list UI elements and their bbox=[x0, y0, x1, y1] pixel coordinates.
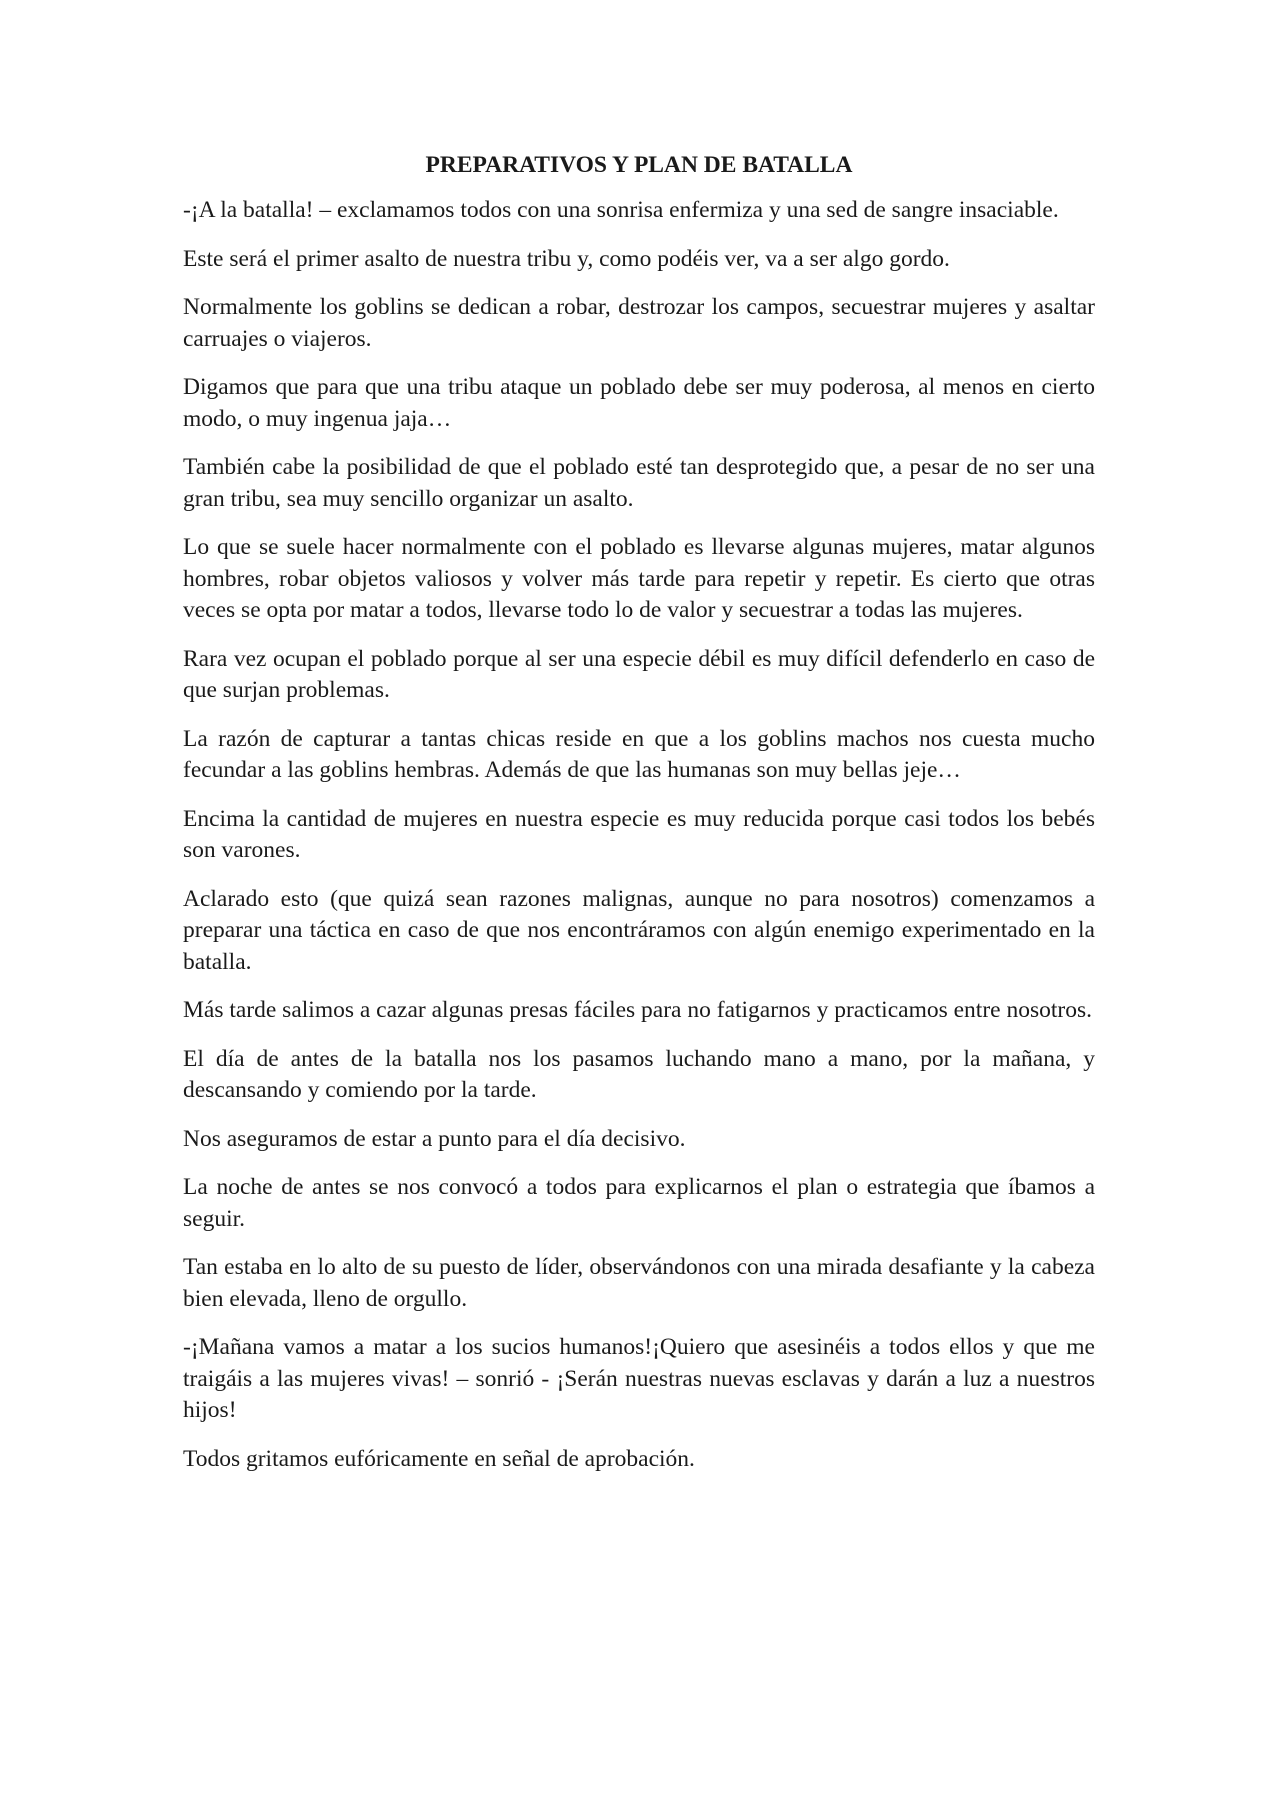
paragraph-7: Rara vez ocupan el poblado porque al ser una especie débil es muy difícil defenderlo en caso de que surjan problemas. bbox=[183, 645, 1095, 703]
paragraph-1: -¡A la batalla! – exclamamos todos con una sonrisa enfermiza y una sed de sangre insaciable. bbox=[183, 197, 1059, 223]
paragraph-10: Aclarado esto (que quizá sean razones malignas, aunque no para nosotros) comenzamos a preparar una táctica en caso de que nos encontráramos con algún enemigo experimentado en la batalla. bbox=[183, 885, 1095, 975]
paragraph-14: La noche de antes se nos convocó a todos para explicarnos el plan o estrategia que íbamos a seguir. bbox=[183, 1174, 1095, 1232]
paragraph-8: La razón de capturar a tantas chicas reside en que a los goblins machos nos cuesta mucho fecundar a las goblins hembras. Además de que las humanas son muy bellas jeje… bbox=[183, 725, 1095, 783]
paragraph-3: Normalmente los goblins se dedican a robar, destrozar los campos, secuestrar mujeres y asaltar carruajes o viajeros. bbox=[183, 294, 1095, 352]
paragraph-16: -¡Mañana vamos a matar a los sucios humanos!¡Quiero que asesinéis a todos ellos y que me traigáis a las mujeres vivas! – sonrió - ¡Serán nuestras nuevas esclavas y darán a luz a nuestros hijos! bbox=[183, 1334, 1095, 1423]
paragraph-12: El día de antes de la batalla nos los pasamos luchando mano a mano, por la mañana, y descansando y comiendo por la tarde. bbox=[183, 1045, 1095, 1103]
paragraph-4: Digamos que para que una tribu ataque un poblado debe ser muy poderosa, al menos en cierto modo, o muy ingenua jaja… bbox=[183, 374, 1095, 432]
paragraph-11: Más tarde salimos a cazar algunas presas fáciles para no fatigarnos y practicamos entre nosotros. bbox=[183, 997, 1092, 1023]
paragraph-5: También cabe la posibilidad de que el poblado esté tan desprotegido que, a pesar de no ser una gran tribu, sea muy sencillo organizar un asalto. bbox=[183, 454, 1095, 512]
paragraph-15: Tan estaba en lo alto de su puesto de líder, observándonos con una mirada desafiante y la cabeza bien elevada, lleno de orgullo. bbox=[183, 1254, 1095, 1312]
paragraph-6: Lo que se suele hacer normalmente con el poblado es llevarse algunas mujeres, matar algunos hombres, robar objetos valiosos y volver más tarde para repetir y repetir. Es cierto que otras veces se opta por matar a todos, llevarse todo lo de valor y secuestrar a todas las mujeres. bbox=[183, 534, 1095, 623]
document-title: PREPARATIVOS Y PLAN DE BATALLA bbox=[425, 152, 853, 178]
paragraph-9: Encima la cantidad de mujeres en nuestra especie es muy reducida porque casi todos los bebés son varones. bbox=[183, 805, 1095, 863]
paragraph-2: Este será el primer asalto de nuestra tribu y, como podéis ver, va a ser algo gordo. bbox=[183, 245, 950, 272]
paragraph-17: Todos gritamos eufóricamente en señal de aprobación. bbox=[183, 1445, 695, 1472]
document-body bbox=[183, 150, 1095, 1492]
paragraph-13: Nos aseguramos de estar a punto para el día decisivo. bbox=[183, 1125, 686, 1152]
